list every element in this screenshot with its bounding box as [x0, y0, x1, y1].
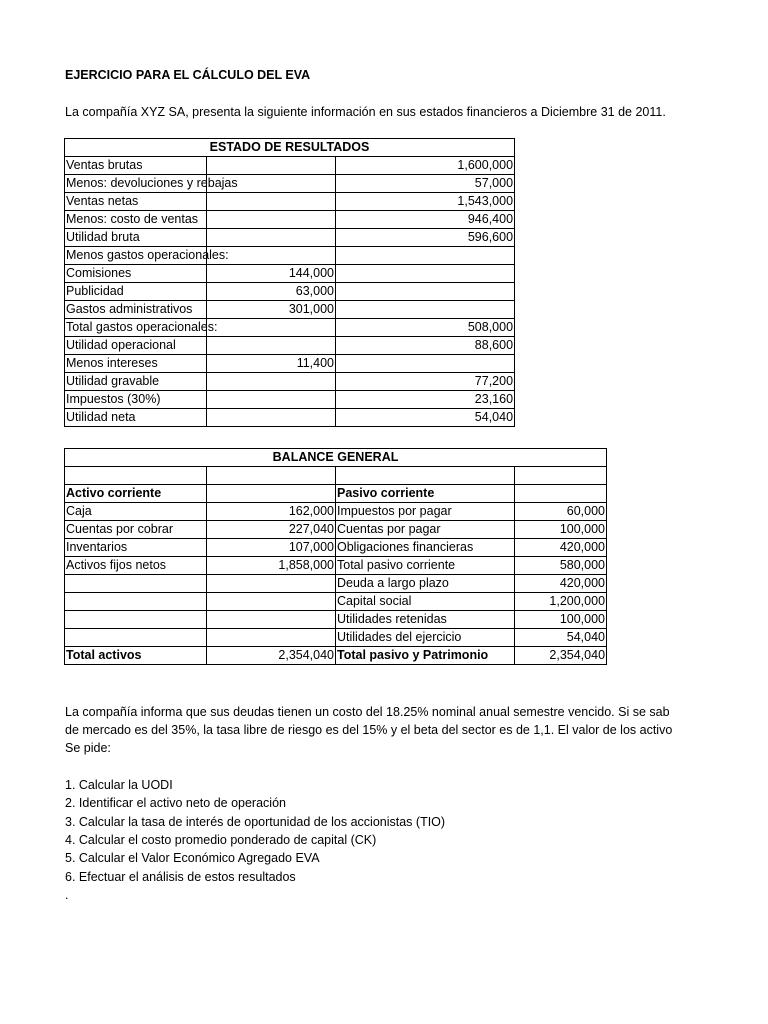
- trailing-mark: .: [65, 888, 69, 902]
- income-row-label: Menos: devoluciones y rebajas: [65, 175, 207, 193]
- income-row-label: Menos: costo de ventas: [65, 211, 207, 229]
- assets-header: Activo corriente: [65, 485, 207, 503]
- balance-asset-value: [207, 611, 336, 629]
- balance-sheet-total-row: [65, 647, 607, 665]
- balance-asset-label: Activos fijos netos: [65, 557, 207, 575]
- income-row-label: Gastos administrativos: [65, 301, 207, 319]
- intro-text: La compañía XYZ SA, presenta la siguiente información en sus estados financieros a Diciembre 31 de 2011.: [65, 105, 666, 119]
- paragraph-line-2: de mercado es del 35%, la tasa libre de riesgo es del 15% y el beta del sector es de 1,1. El valor de los activo: [65, 723, 673, 737]
- balance-liability-label: Obligaciones financieras: [336, 539, 515, 557]
- balance-liability-label: Deuda a largo plazo: [336, 575, 515, 593]
- income-row-value: 596,600: [336, 229, 515, 247]
- paragraph-line-3: Se pide:: [65, 741, 111, 755]
- income-row-value: 946,400: [336, 211, 515, 229]
- income-row-subvalue: [207, 229, 336, 247]
- balance-sheet-title-row: [65, 449, 607, 467]
- balance-row: [65, 593, 607, 611]
- balance-asset-label: Caja: [65, 503, 207, 521]
- income-row-subvalue: [207, 391, 336, 409]
- balance-liability-value: 100,000: [515, 611, 607, 629]
- income-row-label: Menos gastos operacionales:: [65, 247, 207, 265]
- total-assets-value: 2,354,040: [207, 647, 336, 665]
- paragraph-line-1: La compañía informa que sus deudas tienen un costo del 18.25% nominal anual semestre vencido. Si se sab: [65, 705, 670, 719]
- balance-liability-value: 1,200,000: [515, 593, 607, 611]
- income-row-value: [336, 247, 515, 265]
- task-item: 2. Identificar el activo neto de operación: [65, 796, 286, 811]
- income-row: [65, 247, 515, 265]
- income-row: [65, 373, 515, 391]
- income-row-value: 77,200: [336, 373, 515, 391]
- balance-asset-label: [65, 575, 207, 593]
- balance-asset-value: [207, 575, 336, 593]
- income-row-value: 57,000: [336, 175, 515, 193]
- balance-asset-value: [207, 629, 336, 647]
- income-row-value: [336, 301, 515, 319]
- income-row-value: [336, 355, 515, 373]
- income-row-subvalue: 144,000: [207, 265, 336, 283]
- balance-row: [65, 557, 607, 575]
- task-item: 3. Calcular la tasa de interés de oportunidad de los accionistas (TIO): [65, 814, 446, 829]
- income-row: [65, 409, 515, 427]
- income-row: [65, 391, 515, 409]
- income-row-label: Utilidad bruta: [65, 229, 207, 247]
- liabilities-header: Pasivo corriente: [336, 485, 515, 503]
- balance-row: [65, 611, 607, 629]
- income-statement-table: [64, 138, 515, 427]
- task-item: 6. Efectuar el análisis de estos resultados: [65, 869, 296, 884]
- income-row-value: 54,040: [336, 409, 515, 427]
- income-row: [65, 157, 515, 175]
- income-row-value: 1,543,000: [336, 193, 515, 211]
- balance-liability-label: Total pasivo corriente: [336, 557, 515, 575]
- balance-row: [65, 503, 607, 521]
- balance-liability-value: 60,000: [515, 503, 607, 521]
- income-row: [65, 283, 515, 301]
- income-row-value: 23,160: [336, 391, 515, 409]
- balance-sheet-blank-row: [65, 467, 607, 485]
- income-row-label: Impuestos (30%): [65, 391, 207, 409]
- income-row-subvalue: [207, 193, 336, 211]
- income-row-label: Menos intereses: [65, 355, 207, 373]
- income-row-label: Utilidad gravable: [65, 373, 207, 391]
- income-row: [65, 211, 515, 229]
- balance-asset-label: [65, 611, 207, 629]
- balance-asset-value: 162,000: [207, 503, 336, 521]
- balance-sheet-table: [64, 448, 607, 665]
- balance-sheet-title: BALANCE GENERAL: [65, 449, 607, 467]
- income-statement-title: ESTADO DE RESULTADOS: [65, 139, 515, 157]
- balance-row: [65, 575, 607, 593]
- balance-liability-label: Cuentas por pagar: [336, 521, 515, 539]
- income-row-label: Total gastos operacionales:: [65, 319, 207, 337]
- balance-asset-value: 1,858,000: [207, 557, 336, 575]
- income-row: [65, 229, 515, 247]
- income-row-subvalue: [207, 373, 336, 391]
- income-row-label: Utilidad operacional: [65, 337, 207, 355]
- balance-liability-value: 420,000: [515, 539, 607, 557]
- balance-liability-value: 100,000: [515, 521, 607, 539]
- balance-row: [65, 521, 607, 539]
- task-item: 5. Calcular el Valor Económico Agregado EVA: [65, 851, 320, 866]
- income-row-label: Ventas netas: [65, 193, 207, 211]
- balance-asset-value: [207, 593, 336, 611]
- income-row-value: [336, 265, 515, 283]
- balance-asset-label: Inventarios: [65, 539, 207, 557]
- balance-liability-label: Capital social: [336, 593, 515, 611]
- income-row-subvalue: [207, 319, 336, 337]
- income-row-subvalue: 301,000: [207, 301, 336, 319]
- total-liab-label: Total pasivo y Patrimonio: [336, 647, 515, 665]
- balance-asset-value: 227,040: [207, 521, 336, 539]
- income-row: [65, 175, 515, 193]
- balance-liability-value: 420,000: [515, 575, 607, 593]
- income-row-value: 1,600,000: [336, 157, 515, 175]
- income-row-label: Ventas brutas: [65, 157, 207, 175]
- task-item: 1. Calcular la UODI: [65, 778, 173, 792]
- income-row-label: Publicidad: [65, 283, 207, 301]
- income-row-value: 508,000: [336, 319, 515, 337]
- balance-asset-label: [65, 593, 207, 611]
- income-row: [65, 319, 515, 337]
- balance-liability-label: Utilidades retenidas: [336, 611, 515, 629]
- balance-asset-label: [65, 629, 207, 647]
- income-row: [65, 265, 515, 283]
- total-assets-label: Total activos: [65, 647, 207, 665]
- income-row-subvalue: 11,400: [207, 355, 336, 373]
- balance-liability-value: 580,000: [515, 557, 607, 575]
- balance-asset-value: 107,000: [207, 539, 336, 557]
- income-row-value: 88,600: [336, 337, 515, 355]
- balance-liability-value: 54,040: [515, 629, 607, 647]
- income-row-value: [336, 283, 515, 301]
- balance-asset-label: Cuentas por cobrar: [65, 521, 207, 539]
- income-row-label: Comisiones: [65, 265, 207, 283]
- balance-row: [65, 629, 607, 647]
- income-row: [65, 301, 515, 319]
- income-row-subvalue: [207, 157, 336, 175]
- balance-sheet-header-row: [65, 485, 607, 503]
- page-title: EJERCICIO PARA EL CÁLCULO DEL EVA: [65, 68, 311, 82]
- income-row-label: Utilidad neta: [65, 409, 207, 427]
- balance-liability-label: Utilidades del ejercicio: [336, 629, 515, 647]
- income-row: [65, 193, 515, 211]
- income-row-subvalue: [207, 409, 336, 427]
- balance-row: [65, 539, 607, 557]
- income-row: [65, 355, 515, 373]
- income-row-subvalue: [207, 337, 336, 355]
- income-row-subvalue: 63,000: [207, 283, 336, 301]
- task-item: 4. Calcular el costo promedio ponderado de capital (CK): [65, 832, 377, 847]
- balance-liability-label: Impuestos por pagar: [336, 503, 515, 521]
- income-row: [65, 337, 515, 355]
- income-statement-title-row: [65, 139, 515, 157]
- income-row-subvalue: [207, 211, 336, 229]
- total-liab-value: 2,354,040: [515, 647, 607, 665]
